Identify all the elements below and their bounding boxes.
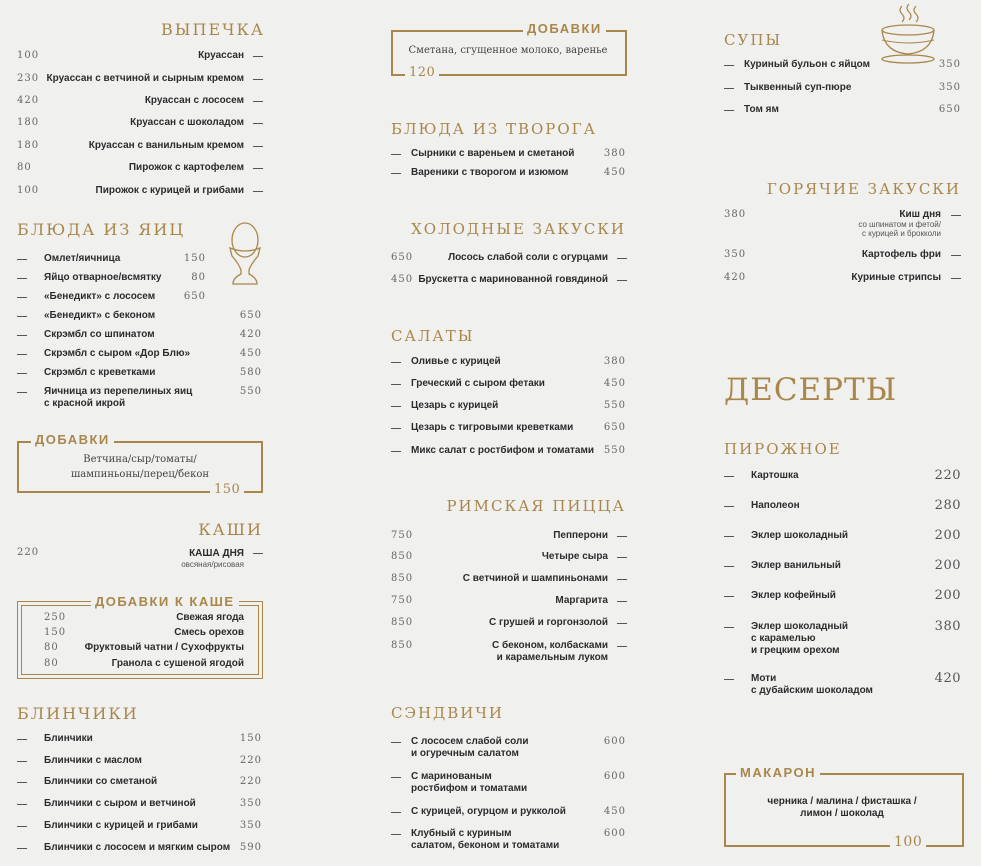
- macaron-line1: черника / малина / фисташка /: [767, 796, 917, 807]
- item-price: 550: [239, 386, 262, 397]
- macaron-text: [730, 796, 954, 820]
- item-name: Пепперони: [553, 530, 608, 541]
- item-dash: [617, 557, 627, 558]
- item-price: 590: [239, 842, 262, 853]
- item-price: 650: [183, 291, 206, 302]
- item-price: 280: [934, 498, 961, 513]
- item-price: 200: [934, 528, 961, 543]
- item-name: Маргарита: [555, 595, 608, 606]
- item-price: 100: [17, 185, 40, 196]
- item-name-line3: и грецким орехом: [751, 645, 840, 656]
- item-price: 80: [44, 658, 59, 669]
- item-price: 650: [391, 252, 414, 263]
- item-dash: [17, 354, 27, 355]
- item-dash: [17, 739, 27, 740]
- item-dash: [253, 146, 263, 147]
- section-title-hot: ГОРЯЧИЕ ЗАКУСКИ: [766, 180, 961, 198]
- item-price: 850: [391, 573, 414, 584]
- item-name: Круассан с ветчиной и сырным кремом: [46, 73, 244, 84]
- addons-title: ДОБАВКИ: [523, 21, 606, 36]
- item-price: 380: [603, 148, 626, 159]
- item-name: Эклер ванильный: [751, 560, 841, 571]
- item-name: Омлет/яичница: [44, 253, 121, 264]
- item-dash: [17, 335, 27, 336]
- item-price: 220: [239, 755, 262, 766]
- item-name: Оливье с курицей: [411, 356, 501, 367]
- item-dash: [617, 601, 627, 602]
- item-price: 450: [391, 274, 414, 285]
- item-dash: [17, 848, 27, 849]
- item-dash: [724, 679, 734, 680]
- item-name: Моти: [751, 673, 777, 684]
- item-name: Скрэмбл с креветками: [44, 367, 156, 378]
- item-dash: [253, 56, 263, 57]
- item-dash: [951, 215, 961, 216]
- item-dash: [724, 566, 734, 567]
- item-price: 350: [938, 82, 961, 93]
- section-title-pizza: РИМСКАЯ ПИЦЦА: [446, 497, 626, 515]
- item-name: С беконом, колбасками: [491, 640, 608, 651]
- item-price: 600: [603, 828, 626, 839]
- item-name: Блинчики: [44, 733, 93, 744]
- item-name-line2: с красной икрой: [44, 398, 126, 409]
- item-name: С грушей и горгонзолой: [489, 617, 608, 628]
- item-price: 550: [603, 445, 626, 456]
- item-name: С ветчиной и шампиньонами: [462, 573, 608, 584]
- item-dash: [724, 88, 734, 89]
- item-name: Круассан: [198, 50, 244, 61]
- item-price: 380: [603, 356, 626, 367]
- item-name: Скрэмбл с сыром «Дор Блю»: [44, 348, 191, 359]
- item-name: Клубный с куриным: [411, 828, 512, 839]
- item-name: Брускетта с маринованной говядиной: [418, 274, 608, 285]
- item-dash: [724, 65, 734, 66]
- section-title-sandwiches: СЭНДВИЧИ: [391, 704, 505, 722]
- item-name: Фруктовый чатни / Сухофрукты: [84, 642, 244, 653]
- item-price: 80: [17, 162, 32, 173]
- item-name: Четыре сыра: [541, 551, 608, 562]
- item-dash: [951, 278, 961, 279]
- item-price: 100: [17, 50, 40, 61]
- item-price: 350: [938, 59, 961, 70]
- item-price: 380: [724, 209, 747, 220]
- item-price: 420: [934, 671, 961, 686]
- item-dash: [724, 476, 734, 477]
- item-name: Скрэмбл со шпинатом: [44, 329, 155, 340]
- section-title-soups: СУПЫ: [724, 31, 783, 49]
- item-dash: [253, 79, 263, 80]
- item-price: 80: [191, 272, 206, 283]
- item-price: 450: [603, 806, 626, 817]
- macaron-line2: лимон / шоколад: [800, 808, 884, 819]
- item-price: 350: [239, 798, 262, 809]
- item-dash: [17, 782, 27, 783]
- item-dash: [391, 362, 401, 363]
- item-price: 250: [44, 612, 67, 623]
- item-name: Цезарь с тигровыми креветками: [411, 422, 574, 433]
- item-dash: [724, 110, 734, 111]
- item-dash: [617, 280, 627, 281]
- item-price: 180: [17, 117, 40, 128]
- item-name: Эклер кофейный: [751, 590, 836, 601]
- item-name: С лососем слабой соли: [411, 736, 529, 747]
- item-price: 750: [391, 595, 414, 606]
- porridge-sub: овсяная/рисовая: [181, 560, 244, 569]
- item-price: 650: [239, 310, 262, 321]
- item-dash: [391, 777, 401, 778]
- item-dash: [17, 392, 27, 393]
- egg-addons-line2: шампиньоны/перец/бекон: [70, 469, 210, 480]
- item-dash: [724, 596, 734, 597]
- addons-price: 120: [405, 65, 439, 80]
- item-name: Яйцо отварное/всмятку: [44, 272, 162, 283]
- item-dash: [391, 384, 401, 385]
- item-dash: [17, 373, 27, 374]
- item-price: 450: [603, 378, 626, 389]
- item-sub: с курицей и брокколи: [862, 229, 941, 238]
- item-name: Пирожок с курицей и грибами: [95, 185, 244, 196]
- item-name: Яичница из перепелиных яиц: [44, 386, 193, 397]
- item-name: Сырники с вареньем и сметаной: [411, 148, 575, 159]
- section-title-salads: САЛАТЫ: [391, 327, 475, 345]
- item-price: 600: [603, 771, 626, 782]
- item-price: 450: [239, 348, 262, 359]
- item-name: Греческий с сыром фетаки: [411, 378, 545, 389]
- item-price: 420: [724, 272, 747, 283]
- section-title-cold: ХОЛОДНЫЕ ЗАКУСКИ: [411, 220, 626, 238]
- item-name: Картофель фри: [861, 249, 941, 260]
- item-name-line2: и карамельным луком: [496, 652, 608, 663]
- item-dash: [253, 191, 263, 192]
- item-dash: [391, 742, 401, 743]
- section-title-cakes: ПИРОЖНОЕ: [724, 440, 842, 458]
- item-name: Свежая ягода: [176, 612, 244, 623]
- item-name: Блинчики с курицей и грибами: [44, 820, 198, 831]
- section-title-pastry: ВЫПЕЧКА: [161, 20, 265, 39]
- item-price: 850: [391, 551, 414, 562]
- item-dash: [17, 278, 27, 279]
- item-dash: [617, 258, 627, 259]
- item-dash: [253, 168, 263, 169]
- section-title-curd: БЛЮДА ИЗ ТВОРОГА: [391, 120, 597, 138]
- item-name: Круассан с шоколадом: [130, 117, 244, 128]
- item-name: Лосось слабой соли с огурцами: [448, 252, 608, 263]
- item-name: Тыквенный суп-пюре: [744, 82, 852, 93]
- item-name: Эклер шоколадный: [751, 530, 849, 541]
- item-price: 150: [183, 253, 206, 264]
- item-dash: [617, 579, 627, 580]
- item-dash: [724, 506, 734, 507]
- item-dash: [17, 804, 27, 805]
- item-name: Киш дня: [899, 209, 941, 220]
- item-dash: [951, 255, 961, 256]
- macaron-price: 100: [890, 834, 926, 850]
- egg-addons-line1: Ветчина/сыр/томаты/: [83, 454, 197, 465]
- item-price: 350: [724, 249, 747, 260]
- item-dash: [617, 623, 627, 624]
- item-name: Круассан с лососем: [144, 95, 244, 106]
- section-title-porridge: КАШИ: [198, 520, 263, 539]
- item-price: 180: [17, 140, 40, 151]
- item-price: 650: [603, 422, 626, 433]
- item-price: 380: [934, 619, 961, 634]
- item-name-line2: салатом, беконом и томатами: [411, 840, 560, 851]
- porridge-dash: [253, 553, 263, 554]
- item-dash: [17, 826, 27, 827]
- item-name: Цезарь с курицей: [411, 400, 499, 411]
- item-name: Гранола с сушеной ягодой: [111, 658, 244, 669]
- item-name: Куриные стрипсы: [851, 272, 941, 283]
- item-sub: со шпинатом и фетой/: [858, 220, 941, 229]
- section-title-pancakes: БЛИНЧИКИ: [17, 704, 139, 723]
- item-name: Куриный бульон с яйцом: [744, 59, 871, 70]
- item-dash: [391, 428, 401, 429]
- item-price: 230: [17, 73, 40, 84]
- item-dash: [17, 316, 27, 317]
- item-dash: [724, 627, 734, 628]
- item-price: 650: [938, 104, 961, 115]
- item-dash: [17, 259, 27, 260]
- item-name: Микс салат с ростбифом и томатами: [411, 445, 595, 456]
- desserts-title: ДЕСЕРТЫ: [724, 372, 898, 408]
- item-price: 850: [391, 640, 414, 651]
- item-name: Том ям: [744, 104, 779, 115]
- item-price: 220: [934, 468, 961, 483]
- item-name: Эклер шоколадный: [751, 621, 849, 632]
- item-name: Вареники с творогом и изюмом: [411, 167, 569, 178]
- item-price: 450: [603, 167, 626, 178]
- item-name: Блинчики с сыром и ветчиной: [44, 798, 196, 809]
- item-name: С маринованым: [411, 771, 492, 782]
- porridge-price: 220: [17, 547, 40, 558]
- item-dash: [391, 812, 401, 813]
- item-price: 550: [603, 400, 626, 411]
- item-price: 80: [44, 642, 59, 653]
- item-dash: [391, 173, 401, 174]
- item-dash: [253, 101, 263, 102]
- item-price: 600: [603, 736, 626, 747]
- egg-addons-price: 150: [210, 482, 244, 497]
- item-price: 420: [17, 95, 40, 106]
- item-name: Круассан с ванильным кремом: [88, 140, 244, 151]
- item-price: 350: [239, 820, 262, 831]
- soup-bowl-icon: [878, 2, 938, 66]
- item-dash: [17, 297, 27, 298]
- item-dash: [391, 451, 401, 452]
- item-price: 420: [239, 329, 262, 340]
- porridge-name: КАША ДНЯ: [189, 548, 244, 559]
- item-name-line2: ростбифом и томатами: [411, 783, 528, 794]
- item-dash: [617, 536, 627, 537]
- macaron-title: МАКАРОН: [736, 765, 820, 780]
- item-name: Блинчики с лососем и мягким сыром: [44, 842, 231, 853]
- item-name: Блинчики со сметаной: [44, 776, 158, 787]
- item-name: Пирожок с картофелем: [128, 162, 244, 173]
- section-title-eggs: БЛЮДА ИЗ ЯИЦ: [17, 220, 186, 239]
- item-name-line2: и огуречным салатом: [411, 748, 519, 759]
- item-name: С курицей, огурцом и рукколой: [411, 806, 566, 817]
- item-dash: [253, 123, 263, 124]
- item-dash: [391, 834, 401, 835]
- item-dash: [17, 761, 27, 762]
- item-price: 220: [239, 776, 262, 787]
- egg-addons-text: [40, 452, 240, 482]
- item-name-line2: с карамелью: [751, 633, 816, 644]
- item-price: 200: [934, 558, 961, 573]
- item-price: 850: [391, 617, 414, 628]
- item-name: Смесь орехов: [174, 627, 244, 638]
- item-price: 750: [391, 530, 414, 541]
- item-name-line2: с дубайским шоколадом: [751, 685, 873, 696]
- egg-addons-title: ДОБАВКИ: [31, 432, 114, 447]
- item-name: «Бенедикт» с лососем: [44, 291, 156, 302]
- item-name: Картошка: [751, 470, 799, 481]
- item-name: Наполеон: [751, 500, 800, 511]
- addons-text: Сметана, сгущенное молоко, варенье: [408, 45, 608, 56]
- item-price: 150: [44, 627, 67, 638]
- item-dash: [391, 406, 401, 407]
- item-dash: [724, 536, 734, 537]
- porridge-addons-title: ДОБАВКИ К КАШЕ: [91, 594, 239, 609]
- item-price: 150: [239, 733, 262, 744]
- item-price: 580: [239, 367, 262, 378]
- item-price: 200: [934, 588, 961, 603]
- item-name: «Бенедикт» с беконом: [44, 310, 156, 321]
- item-dash: [617, 646, 627, 647]
- item-name: Блинчики с маслом: [44, 755, 142, 766]
- item-dash: [391, 154, 401, 155]
- egg-cup-icon: [225, 220, 265, 288]
